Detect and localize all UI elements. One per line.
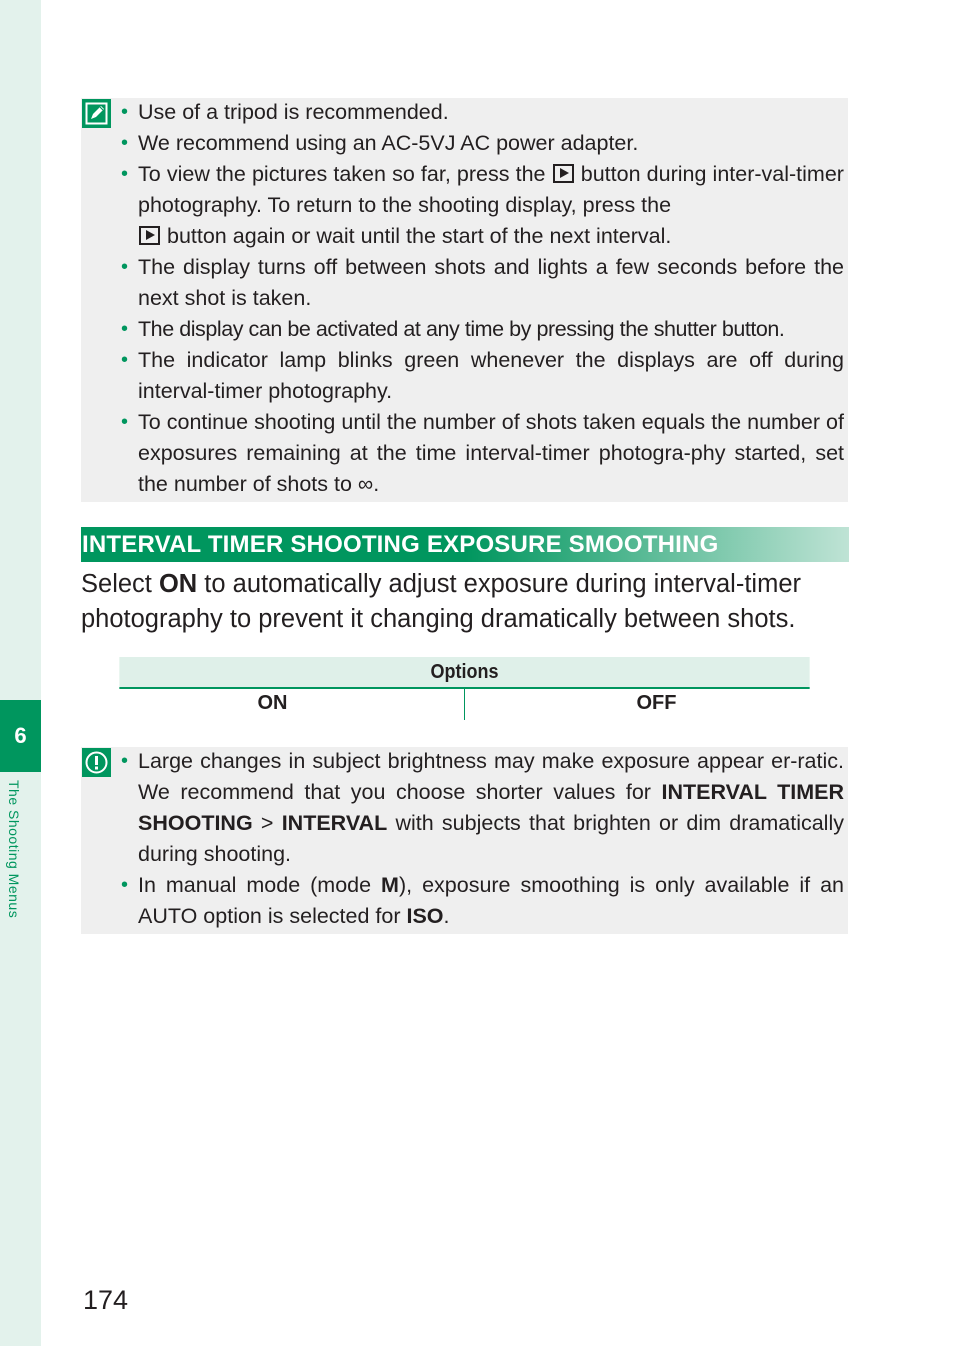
note-item: • We recommend using an AC-5VJ AC power adapter. [121,131,639,155]
caution-list [121,746,844,932]
chapter-tab [0,700,41,772]
caution-item: • Large changes in subject brightness may make exposure appear er-ratic. We recommend that you choose shorter values for INTERVAL TIMER SHOOTING > INTERVAL with subjects that brighten or dim dramatically during shooting. [121,749,844,866]
note-pencil-icon [82,99,111,128]
intro-paragraph: Select ON to automatically adjust exposure during interval-timer photography to prevent it changing dramatically between shots. [81,570,802,633]
note-item: • The display can be activated at any time by pressing the shutter button. [121,317,785,341]
option-off: OFF [636,692,677,714]
options-table [81,657,848,720]
options-header: Options [119,657,809,689]
note-item: • Use of a tripod is recommended. [121,100,449,124]
side-strip [0,0,41,1346]
note-item: • To continue shooting until the number of shots taken equals the number of exposures remaining at the time interval-timer photogra-phy started, set the number of shots to ∞. [121,410,844,496]
section-heading: INTERVAL TIMER SHOOTING EXPOSURE SMOOTHING [81,527,849,562]
note-item: • The indicator lamp blinks green whenever the displays are off during interval-timer photography. [121,348,844,403]
playback-button-icon [139,226,160,245]
options-row [81,689,848,720]
chapter-number: 6 [14,723,27,748]
note-item: • The display turns off between shots and lights a few seconds before the next shot is taken. [121,255,844,310]
page-number: 174 [83,1285,129,1315]
option-on: ON [81,689,465,720]
note-item: • To view the pictures taken so far, press the button during inter-val-timer photography. To return to the shooting display, press the button again or wait until the start of the next interval. [121,162,844,248]
chapter-title: The Shooting Menus [6,780,22,919]
playback-button-icon [553,164,574,183]
note-box [81,98,848,502]
caution-item: • In manual mode (mode M), exposure smoothing is only available if an AUTO option is selected for ISO. [121,873,845,928]
caution-exclamation-icon [82,748,111,777]
note-list [121,97,844,500]
caution-box [81,747,848,934]
